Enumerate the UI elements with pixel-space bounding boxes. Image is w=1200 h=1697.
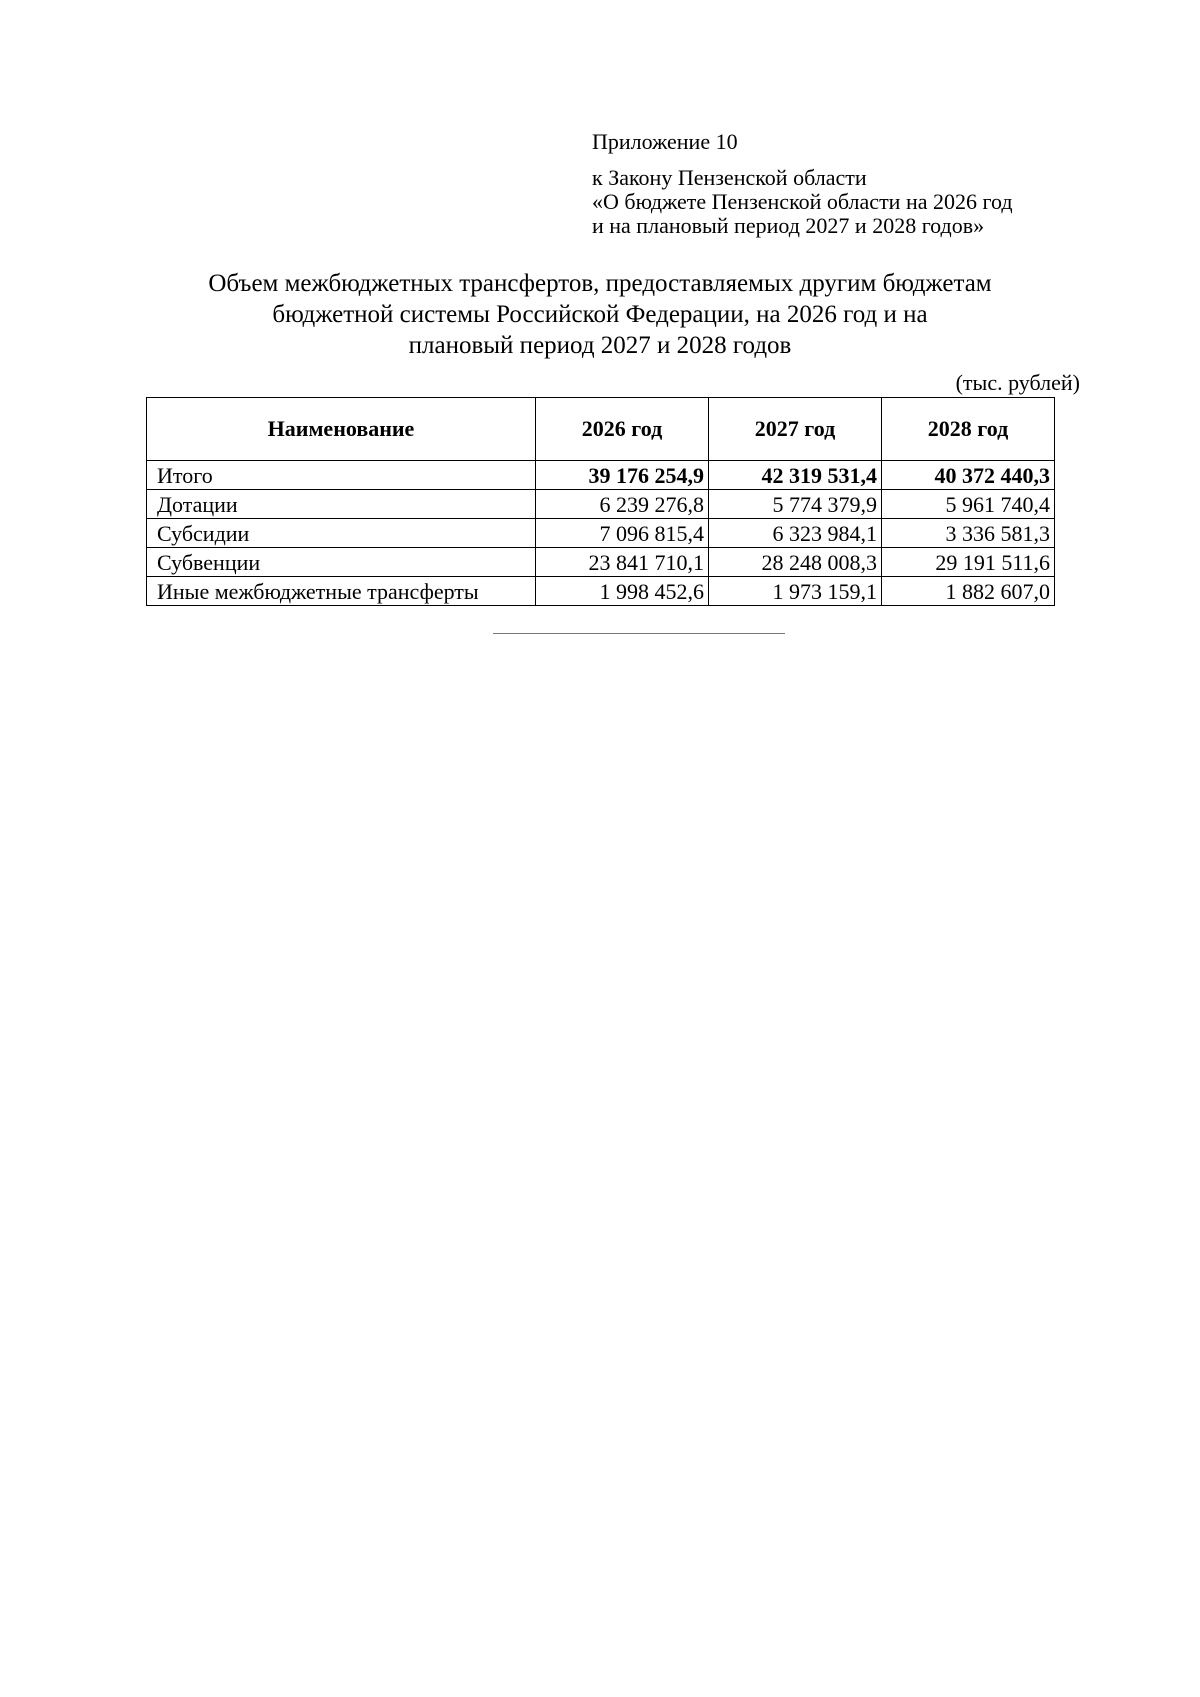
appendix-title: Приложение 10 (592, 129, 738, 154)
cell-2027: 6 323 984,1 (709, 519, 882, 548)
cell-2026: 1 998 452,6 (536, 577, 709, 606)
cell-2026: 39 176 254,9 (536, 461, 709, 490)
row-name: Дотации (147, 490, 536, 519)
cell-2027: 28 248 008,3 (709, 548, 882, 577)
header-name: Наименование (147, 398, 536, 461)
row-name: Субсидии (147, 519, 536, 548)
appendix-block (592, 130, 1013, 238)
header-2028: 2028 год (882, 398, 1055, 461)
cell-2028: 1 882 607,0 (882, 577, 1055, 606)
row-name: Итого (147, 461, 536, 490)
header-2027: 2027 год (709, 398, 882, 461)
document-title-line-3: плановый период 2027 и 2028 годов (408, 332, 792, 359)
cell-2028: 3 336 581,3 (882, 519, 1055, 548)
table-row (147, 548, 1055, 577)
document-title-line-2: бюджетной системы Российской Федерации, на 2026 год и на (272, 301, 928, 328)
row-name: Иные межбюджетные трансферты (147, 577, 536, 606)
table-header-row (147, 398, 1055, 461)
document-title (120, 268, 1080, 361)
appendix-line-1: к Закону Пензенской области (592, 165, 867, 190)
cell-2028: 29 191 511,6 (882, 548, 1055, 577)
appendix-line-2: «О бюджете Пензенской области на 2026 год (592, 189, 1013, 214)
cell-2027: 1 973 159,1 (709, 577, 882, 606)
cell-2026: 6 239 276,8 (536, 490, 709, 519)
cell-2027: 5 774 379,9 (709, 490, 882, 519)
table-row (147, 577, 1055, 606)
table-row (147, 490, 1055, 519)
transfers-table (146, 397, 1055, 606)
cell-2028: 40 372 440,3 (882, 461, 1055, 490)
cell-2027: 42 319 531,4 (709, 461, 882, 490)
header-2026: 2026 год (536, 398, 709, 461)
cell-2026: 23 841 710,1 (536, 548, 709, 577)
appendix-line-3: и на плановый период 2027 и 2028 годов» (592, 213, 985, 238)
cell-2026: 7 096 815,4 (536, 519, 709, 548)
table-row-total (147, 461, 1055, 490)
row-name: Субвенции (147, 548, 536, 577)
end-divider-line (493, 633, 785, 634)
units-label: (тыс. рублей) (955, 370, 1080, 395)
table-row (147, 519, 1055, 548)
document-title-line-1: Объем межбюджетных трансфертов, предоставляемых другим бюджетам (208, 270, 992, 297)
cell-2028: 5 961 740,4 (882, 490, 1055, 519)
